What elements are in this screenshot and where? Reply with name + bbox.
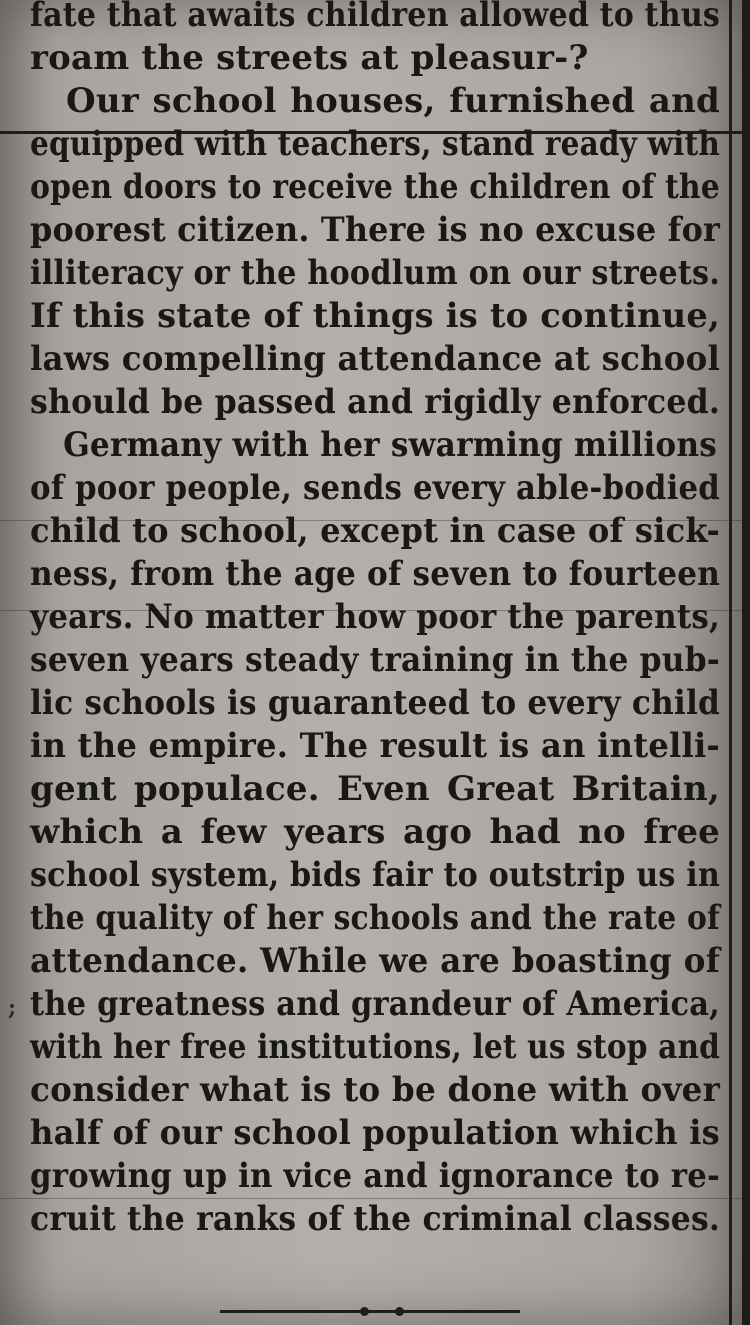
text-line: illiteracy or the hoodlum on our streets.: [30, 253, 720, 293]
text-line: the greatness and grandeur of America,: [30, 984, 720, 1024]
text-line: attendance. While we are boasting of: [30, 941, 720, 981]
text-line: equipped with teachers, stand ready with: [30, 124, 720, 164]
margin-mark: ;: [8, 995, 17, 1021]
text-line: years. No matter how poor the parents,: [30, 597, 720, 637]
text-line: If this state of things is to continue,: [30, 296, 720, 336]
paragraph-start-line: Our school houses, furnished and: [66, 81, 720, 121]
text-line: half of our school population which is: [30, 1113, 720, 1153]
text-line: growing up in vice and ignorance to re-: [30, 1156, 720, 1196]
text-line: cruit the ranks of the criminal classes.: [30, 1199, 720, 1239]
text-line: ness, from the age of seven to fourteen: [30, 554, 720, 594]
paragraph-start-line: Germany with her swarming millions: [63, 425, 718, 465]
text-line: laws compelling attendance at school: [30, 339, 720, 379]
text-line: poorest citizen. There is no excuse for: [30, 210, 720, 250]
column-divider-vertical: [729, 0, 732, 1325]
text-line: the quality of her schools and the rate of: [30, 898, 720, 938]
text-line: with her free institutions, let us stop and: [30, 1027, 720, 1067]
text-line: in the empire. The result is an intelli-: [30, 726, 720, 766]
photo-edge: [742, 0, 750, 1325]
text-line: school system, bids fair to outstrip us in: [30, 855, 720, 895]
text-line: open doors to receive the children of the: [30, 167, 720, 207]
section-end-rule: [220, 1310, 520, 1313]
text-line: fate that awaits children allowed to thus: [30, 0, 720, 35]
article-body: [30, 0, 720, 1241]
text-line: roam the streets at pleasur-?: [30, 38, 589, 78]
text-line: seven years steady training in the pub-: [30, 640, 720, 680]
text-line: which a few years ago had no free: [30, 812, 720, 852]
text-line: consider what is to be done with over: [30, 1070, 720, 1110]
text-line: gent populace. Even Great Britain,: [30, 769, 720, 809]
text-line: of poor people, sends every able-bodied: [30, 468, 720, 508]
text-line: should be passed and rigidly enforced.: [30, 382, 720, 422]
text-line: lic schools is guaranteed to every child: [30, 683, 720, 723]
text-line: child to school, except in case of sick-: [30, 511, 720, 551]
